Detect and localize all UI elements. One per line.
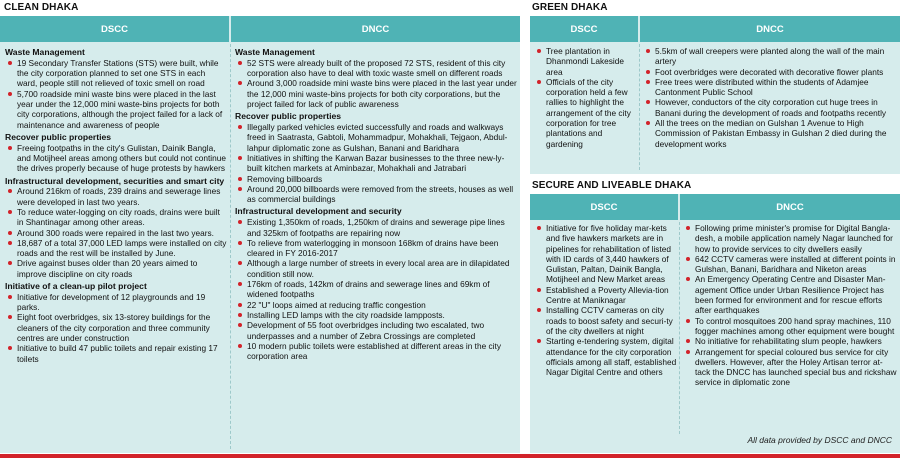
list-item: To reduce water-logging on city roads, drains were built in Shantinagar among other areas.	[5, 207, 227, 228]
list-item: 19 Secondary Transfer Stations (STS) were built, while the city corporation planned to set one STS in each ward, people still not relieved of toxic smell on road	[5, 58, 227, 89]
list-item: Removing billboards	[235, 174, 517, 184]
bullet-list	[5, 143, 227, 174]
bullet-list	[683, 223, 897, 388]
bullet-list	[534, 46, 636, 149]
data-credit: All data provided by DSCC and DNCC	[747, 435, 892, 445]
list-item: Officials of the city corporation held a few rallies to highlight the arrangement of the city corporation for tree plantations and gardening	[534, 77, 636, 149]
secure-dncc-column	[683, 223, 897, 388]
list-item: Arrangement for special coloured bus service for city dwellers. However, after the Holey Artisan terror at-tack the DNCC has launched special bus and rickshaw service in diplomatic zone	[683, 347, 897, 388]
secure-dhaka-title: SECURE AND LIVEABLE DHAKA	[532, 180, 692, 191]
list-item: 5.5km of wall creepers were planted along the wall of the main artery	[643, 46, 897, 67]
list-item: Initiative for development of 12 playgrounds and 19 parks.	[5, 292, 227, 313]
list-item: To control mosquitoes 200 hand spray machines, 110 fogger machines among other equipment were bought	[683, 316, 897, 337]
list-item: Tree plantation in Dhanmondi Lakeside area	[534, 46, 636, 77]
clean-dncc-column	[235, 45, 517, 361]
list-item: Foot overbridges were decorated with decorative flower plants	[643, 67, 897, 77]
list-item: Development of 55 foot overbridges including two escalated, two underpasses and a number of Zebra Crossings are completed	[235, 320, 517, 341]
subsection-heading: Recover public properties	[235, 111, 342, 122]
subsection-heading: Infrastructural development and security	[235, 206, 402, 217]
list-item: However, conductors of the city corporation cut huge trees in Banani during the development of roads and footpaths recently	[643, 97, 897, 118]
list-item: Installing LED lamps with the city roadside lampposts.	[235, 310, 517, 320]
green-dhaka-title: GREEN DHAKA	[532, 2, 608, 13]
list-item: 5,700 roadside mini waste bins were placed in the last year under the 12,000 mini waste-bins projects for both city corporations, although the project failed for a lack of maintenance and awareness of people	[5, 89, 227, 130]
clean-column-divider	[230, 44, 231, 449]
bullet-list	[5, 58, 227, 130]
list-item: Illegally parked vehicles evicted successfully and roads and walkways freed in Saatrasta, Gabtoli, Mohammadpur, Mohakhali, Tejgaon, Abdul-lahpur diplomatic zone as Gulshan, Banani and Baridhara	[235, 122, 517, 153]
list-item: All the trees on the median on Gulshan 1 Avenue to High Commission of Pakistan Embassy in Gulshan 2 died during the development works	[643, 118, 897, 149]
green-dncc-column	[643, 46, 897, 149]
bullet-list	[5, 292, 227, 364]
list-item: 176km of roads, 142km of drains and sewerage lines and 69km of widened footpaths	[235, 279, 517, 300]
secure-column-divider	[679, 222, 680, 434]
bottom-accent-bar	[0, 454, 900, 458]
list-item: Around 20,000 billboards were removed from the streets, houses as well as commercial buildings	[235, 184, 517, 205]
bullet-list	[235, 58, 517, 109]
secure-dscc-column	[534, 223, 677, 377]
subsection-heading: Waste Management	[235, 47, 315, 57]
list-item: Initiative to build 47 public toilets and repair existing 17 toilets	[5, 343, 227, 364]
list-item: Established a Poverty Allevia-tion Centre at Maniknagar	[534, 285, 677, 306]
green-dhaka-panel	[530, 16, 900, 174]
subsection-heading: Waste Management	[5, 47, 85, 57]
secure-dncc-header: DNCC	[680, 194, 900, 220]
list-item: Around 216km of roads, 239 drains and sewerage lines were developed in last two years.	[5, 186, 227, 207]
list-item: 10 modern public toilets were established at different areas in the city corporation area	[235, 341, 517, 362]
list-item: Installing CCTV cameras on city roads to boost safety and securi-ty of the city dwellers at night	[534, 305, 677, 336]
bullet-list	[235, 122, 517, 204]
list-item: 52 STS were already built of the proposed 72 STS, resident of this city corporation also have to deal with toxic waste smell on different roads	[235, 58, 517, 79]
list-item: An Emergency Operating Centre and Disaster Man-agement Office under Urban Resilience Project has been formed for environment and for rescue efforts after earthquakes	[683, 274, 897, 315]
list-item: Initiative for five holiday mar-kets and five hawkers markets are in pipelines for rehabilitation of listed with ID cards of 3,440 hawkers of Gulistan, Paltan, Dainik Bangla, Motijheel and New Market areas	[534, 223, 677, 285]
list-item: Around 3,000 roadside mini waste bins were placed in the last year under the 12,000 mini waste-bins projects for both city corporations, but the project failed for lack of public awareness	[235, 78, 517, 109]
list-item: To relieve from waterlogging in monsoon 168km of drains have been cleared in FY 2016-2017	[235, 238, 517, 259]
subsection-heading: Recover public properties	[5, 131, 112, 142]
subsection-heading: Initiative of a clean-up pilot project	[5, 281, 147, 292]
list-item: Drive against buses older than 20 years aimed to improve discipline on city roads	[5, 258, 227, 279]
list-item: Eight foot overbridges, six 13-storey buildings for the cleaners of the city corporation and three community centres are under construction	[5, 312, 227, 343]
clean-dscc-column	[5, 45, 227, 364]
green-dscc-header: DSCC	[530, 16, 638, 42]
list-item: Freeing footpaths in the city's Gulistan, Dainik Bangla, and Motijheel areas among others but could not continue the drives properly because of huge protests by hawkers	[5, 143, 227, 174]
clean-dncc-header: DNCC	[231, 16, 520, 42]
green-dncc-header: DNCC	[640, 16, 900, 42]
list-item: Existing 1,350km of roads, 1,250km of drains and sewerage pipe lines and 325km of footpaths are repairing now	[235, 217, 517, 238]
green-column-divider	[639, 44, 640, 170]
clean-dhaka-title: CLEAN DHAKA	[4, 2, 79, 13]
bullet-list	[643, 46, 897, 149]
bullet-list	[534, 223, 677, 377]
subsection-heading: Infrastructural development, securities and smart city	[5, 175, 225, 186]
list-item: Around 300 roads were repaired in the last two years.	[5, 228, 227, 238]
list-item: 642 CCTV cameras were installed at different points in Gulshan, Banani, Baridhara and Niketon areas	[683, 254, 897, 275]
list-item: Following prime minister's promise for Digital Bangla-desh, a mobile application namely Nagar launched for how to provide services to city dwellers easily	[683, 223, 897, 254]
bullet-list	[235, 217, 517, 361]
list-item: Free trees were distributed within the students of Adamjee Cantonment Public School	[643, 77, 897, 98]
green-dscc-column	[534, 46, 636, 149]
list-item: No initiative for rehabilitating slum people, hawkers	[683, 336, 897, 346]
secure-dscc-header: DSCC	[530, 194, 678, 220]
list-item: 18,687 of a total 37,000 LED lamps were installed on city roads and the rest will be installed by June.	[5, 238, 227, 259]
bullet-list	[5, 186, 227, 279]
clean-dscc-header: DSCC	[0, 16, 229, 42]
list-item: 22 "U" loops aimed at reducing traffic congestion	[235, 300, 517, 310]
list-item: Initiatives in shifting the Karwan Bazar businesses to the three new-ly-built kitchen markets at Aminbazar, Mohakhali and Jatrabari	[235, 153, 517, 174]
list-item: Although a large number of streets in every local area are in dilapidated condition still now.	[235, 258, 517, 279]
clean-dhaka-panel	[0, 16, 520, 453]
list-item: Starting e-tendering system, digital attendance for the city corporation officials among all staff, established Nagar Digital Centre and others	[534, 336, 677, 377]
secure-dhaka-panel	[530, 194, 900, 453]
